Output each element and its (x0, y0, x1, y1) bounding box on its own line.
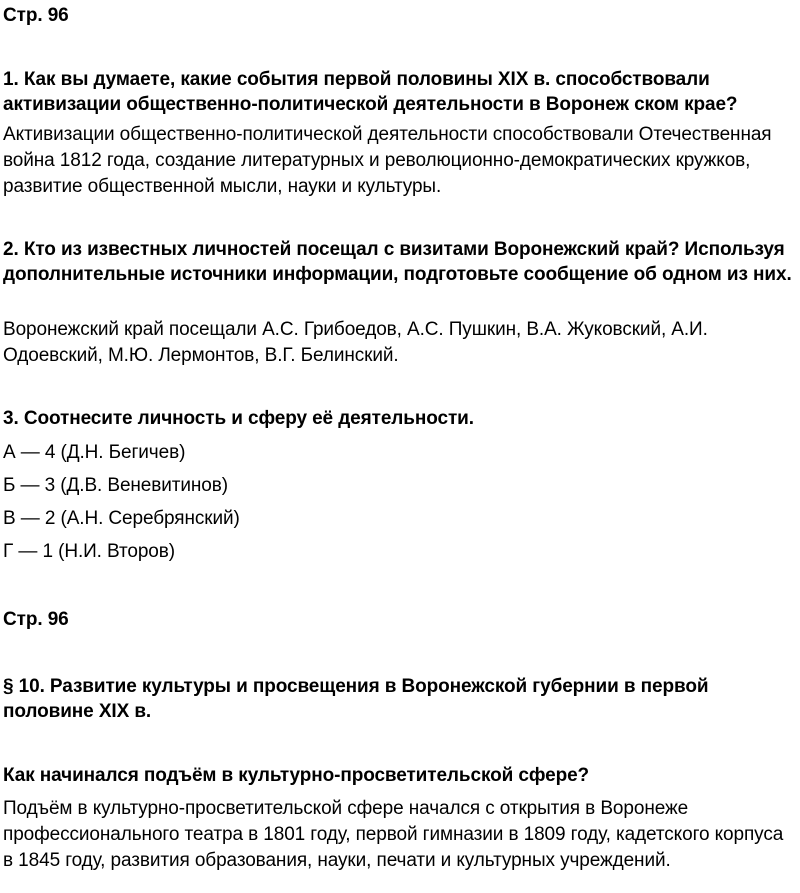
question-3: 3. Соотнесите личность и сферу её деятельности. (3, 408, 474, 429)
page-label: Стр. 96 (3, 5, 69, 26)
answer-4: Подъём в культурно-просветительской сфере начался с открытия в Воронеже профессионального театра в 1801 году, первой гимназии в 1809 году, кадетского корпуса в 1845 году, развития образования, науки, печати и культурных учреждений. (3, 798, 784, 871)
paragraph-title: § 10. Развитие культуры и просвещения в Воронежской губернии в первой половине XIX в. (3, 676, 709, 722)
answer-3-d: Г — 1 (Н.И. Второв) (3, 541, 175, 562)
answer-3-b: Б — 3 (Д.В. Веневитинов) (3, 475, 228, 496)
answer-2: Воронежский край посещали А.С. Грибоедов, А.С. Пушкин, В.А. Жуковский, А.И. Одоевский, М.Ю. Лермонтов, В.Г. Белинский. (3, 319, 708, 366)
page-label: Стр. 96 (3, 609, 69, 630)
answer-3-c: В — 2 (А.Н. Серебрянский) (3, 508, 240, 529)
question-2: 2. Кто из известных личностей посещал с визитами Воронежский край? Используя дополнительные источники информации, подготовьте сообщение об одном из них. (3, 239, 792, 285)
question-1: 1. Как вы думаете, какие события первой половины XIX в. способствовали активизации общественно-политической деятельности в Воронеж ском крае? (3, 69, 738, 115)
answer-1: Активизации общественно-политической деятельности способствовали Отечественная война 1812 года, создание литературных и революционно-демократических кружков, развитие общественной мысли, науки и культуры. (3, 124, 772, 197)
question-4: Как начинался подъём в культурно-просветительской сфере? (3, 765, 590, 786)
answer-3-a: А — 4 (Д.Н. Бегичев) (3, 442, 186, 463)
